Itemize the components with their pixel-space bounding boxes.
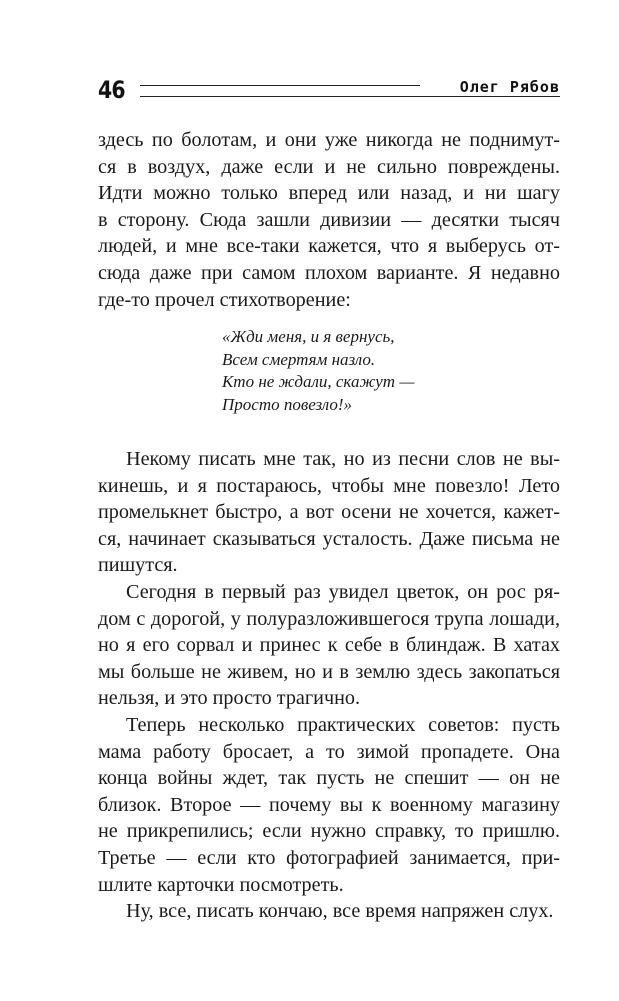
poem-quote: [222, 326, 522, 416]
poem-line: Всем смертям назло.: [222, 349, 376, 369]
header-rule-top: [140, 85, 420, 86]
text-line: кинешь, и я постараюсь, чтобы мне повезло! Лето: [98, 474, 560, 497]
page-number: 46: [98, 76, 125, 104]
text-line: Теперь несколько практических советов: пусть: [126, 714, 560, 736]
paragraph-4: [98, 712, 560, 898]
author-name: Олег Рябов: [452, 78, 560, 96]
text-line: в сторону. Сюда зашли дивизии — десятки тысяч: [98, 208, 560, 231]
text-line: мы больше не живем, но и в землю здесь закопаться: [98, 660, 560, 683]
poem-line: «Жди меня, и я вернусь,: [222, 327, 395, 346]
text-line: промелькнет быстро, а вот осени не хочется, кажет-: [98, 501, 560, 524]
paragraph-1: [98, 127, 560, 313]
paragraph-3: [98, 579, 560, 712]
text-line: Третье — если кто фотографией занимается, при-: [98, 846, 560, 869]
poem-line: Просто повезло!»: [222, 394, 353, 414]
paragraph-5: [98, 898, 560, 925]
text-line: конца войны ждет, так пусть не спешит — он не: [98, 767, 560, 790]
paragraph-2: [98, 446, 560, 579]
text-line: шлите карточки посмотреть.: [98, 873, 344, 896]
text-line: Ну, все, писать кончаю, все время напряжен слух.: [126, 900, 554, 922]
text-line: мама работу бросает, а то зимой пропадете. Она: [98, 740, 560, 763]
text-line: пишутся.: [98, 554, 178, 577]
text-line: Некому писать мне так, но из песни слов не вы-: [126, 448, 560, 470]
text-line: близок. Второе — почему вы к военному магазину: [98, 793, 560, 816]
text-line: не прикрепились; если нужно справку, то пришлю.: [98, 820, 560, 843]
header-rule-bottom: [140, 96, 560, 97]
poem-line: Кто не ждали, скажут —: [222, 372, 415, 391]
text-line: Идти можно только вперед или назад, и ни шагу: [98, 182, 560, 205]
text-line: сюда даже при самом плохом варианте. Я недавно: [98, 261, 560, 284]
text-line: ся в воздух, даже если и не сильно повреждены.: [98, 155, 560, 178]
text-line: людей, и мне все-таки кажется, что я выберусь от-: [98, 235, 560, 258]
running-header: [98, 74, 560, 108]
text-line: где-то прочел стихотворение:: [98, 288, 351, 311]
text-line: здесь по болотам, и они уже никогда не поднимут-: [98, 129, 560, 151]
text-line: ся, начинает сказываться усталость. Даже письма не: [98, 527, 560, 550]
text-line: нельзя, и это просто трагично.: [98, 687, 361, 710]
text-line: Сегодня в первый раз увидел цветок, он рос ря-: [126, 581, 560, 603]
text-line: дом с дорогой, у полуразложившегося трупа лошади,: [98, 607, 560, 630]
text-line: но я его сорвал и принес к себе в блиндаж. В хатах: [98, 634, 560, 657]
